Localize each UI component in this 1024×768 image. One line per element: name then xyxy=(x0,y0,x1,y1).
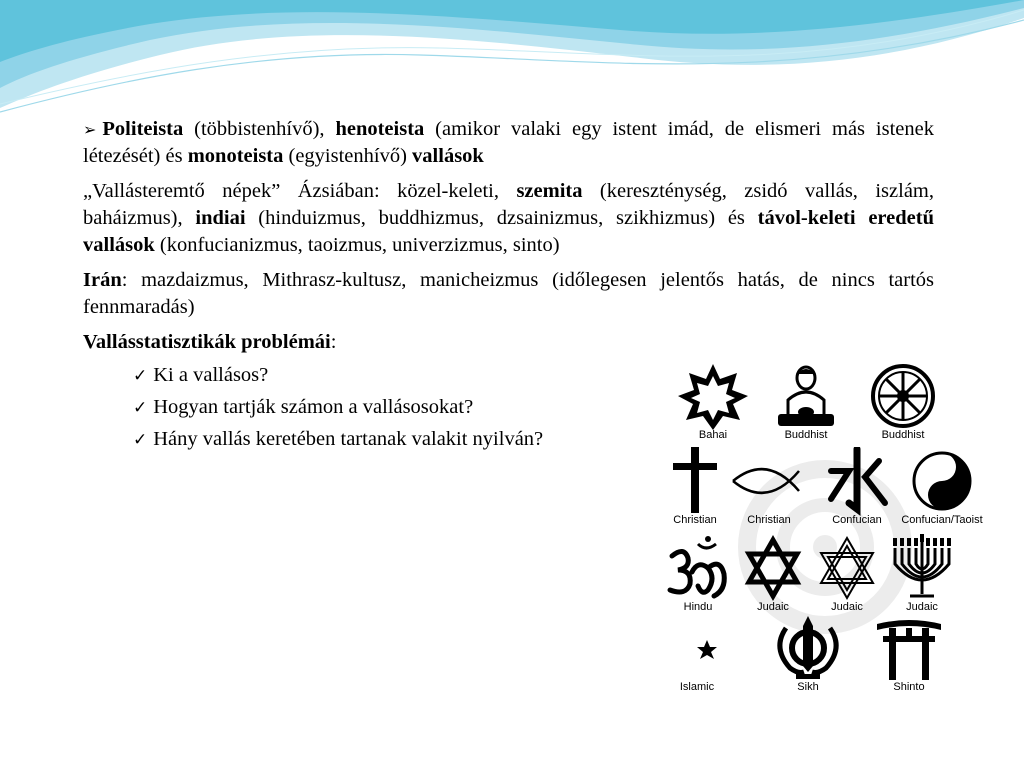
torii-icon xyxy=(869,614,949,684)
symbol-label: Buddhist xyxy=(881,429,925,441)
bahai-star-icon xyxy=(673,362,753,432)
dharma-wheel-icon xyxy=(863,362,943,432)
symbol-judaic-3 xyxy=(882,534,962,614)
text-span: „Vallásteremtő népek” Ázsiában: közel-keleti, xyxy=(83,180,517,202)
symbol-buddhist-wheel xyxy=(863,362,943,442)
symbol-label: Shinto xyxy=(893,681,925,693)
paragraph-statistics-problems xyxy=(83,329,934,356)
text-span: : xyxy=(330,331,337,353)
symbol-buddhist-figure xyxy=(766,362,846,442)
checklist-item-text: Ki a vallásos? xyxy=(153,364,269,386)
symbol-label: Sikh xyxy=(797,681,819,693)
symbol-label: Hindu xyxy=(683,601,713,613)
symbol-islamic xyxy=(657,614,737,694)
symbol-label: Confucian xyxy=(832,514,882,526)
star-of-david-icon xyxy=(733,534,813,604)
text-span: (hinduizmus, buddhizmus, dzsainizmus, szikhizmus) és xyxy=(245,207,758,229)
symbol-shinto xyxy=(869,614,949,694)
crescent-star-icon xyxy=(657,614,737,684)
symbol-label: Bahai xyxy=(698,429,728,441)
term-politeista: Politeista xyxy=(102,118,184,140)
star-of-david-outline-icon xyxy=(807,534,887,604)
om-icon xyxy=(658,534,738,604)
symbol-confucian xyxy=(817,447,897,527)
term-henoteista: henoteista xyxy=(335,118,425,140)
symbol-label: Christian xyxy=(747,514,791,526)
cross-icon xyxy=(655,447,735,517)
water-character-icon xyxy=(817,447,897,517)
text-span: (többistenhívő), xyxy=(183,118,336,140)
text-span: (kereszténység, zsidó vallás, iszlám, baháizmus), xyxy=(83,180,934,229)
symbol-label: Judaic xyxy=(831,601,863,613)
term-indiai: indiai xyxy=(195,207,246,229)
menorah-icon xyxy=(882,534,962,604)
text-span: (amikor valaki egy istent imád, de elismeri más istenek létezését) és xyxy=(83,118,934,167)
buddha-figure-icon xyxy=(766,362,846,432)
symbol-confucian-taoist xyxy=(902,447,982,527)
checkmark-icon: ✓ xyxy=(133,398,148,418)
symbol-bahai xyxy=(673,362,753,442)
term-vallasok: vallások xyxy=(412,145,484,167)
symbol-label: Buddhist xyxy=(784,429,828,441)
checkmark-icon: ✓ xyxy=(133,430,148,450)
khanda-icon xyxy=(768,614,848,684)
text-span: (konfucianizmus, taoizmus, univerzizmus, sinto) xyxy=(154,234,560,256)
religion-symbols-image xyxy=(665,362,989,698)
symbol-label: Judaic xyxy=(757,601,789,613)
symbol-label: Judaic xyxy=(906,601,938,613)
symbol-label: Islamic xyxy=(679,681,715,693)
symbol-sikh xyxy=(768,614,848,694)
term-statistics-problems: Vallásstatisztikák problémái xyxy=(83,331,331,353)
symbol-label: Christian xyxy=(673,514,717,526)
term-szemita: szemita xyxy=(516,180,583,202)
term-tavol-keleti: távol-keleti eredetű vallások xyxy=(83,207,934,256)
checklist-item-text: Hány vallás keretében tartanak valakit nyilván? xyxy=(153,428,544,450)
text-span: : mazdaizmus, Mithrasz-kultusz, manicheizmus (időlegesen jelentős hatás, de nincs tartós fennmaradás) xyxy=(83,269,934,318)
arrow-bullet-icon: ➢ xyxy=(83,120,97,139)
symbol-label: Confucian/Taoist xyxy=(901,514,983,526)
yin-yang-icon xyxy=(902,447,982,517)
symbol-christian-fish xyxy=(729,447,809,527)
ichthys-fish-icon xyxy=(729,447,809,517)
checkmark-icon: ✓ xyxy=(133,366,148,386)
term-monoteista: monoteista xyxy=(187,145,284,167)
paragraph-religion-founding-peoples xyxy=(83,178,934,259)
checklist-item-text: Hogyan tartják számon a vallásosokat? xyxy=(153,396,474,418)
bullet-religion-types xyxy=(83,116,934,170)
text-span: (egyistenhívő) xyxy=(283,145,413,167)
paragraph-iran xyxy=(83,267,934,321)
header-wave-decoration xyxy=(0,0,1024,120)
term-iran: Irán xyxy=(83,269,122,291)
